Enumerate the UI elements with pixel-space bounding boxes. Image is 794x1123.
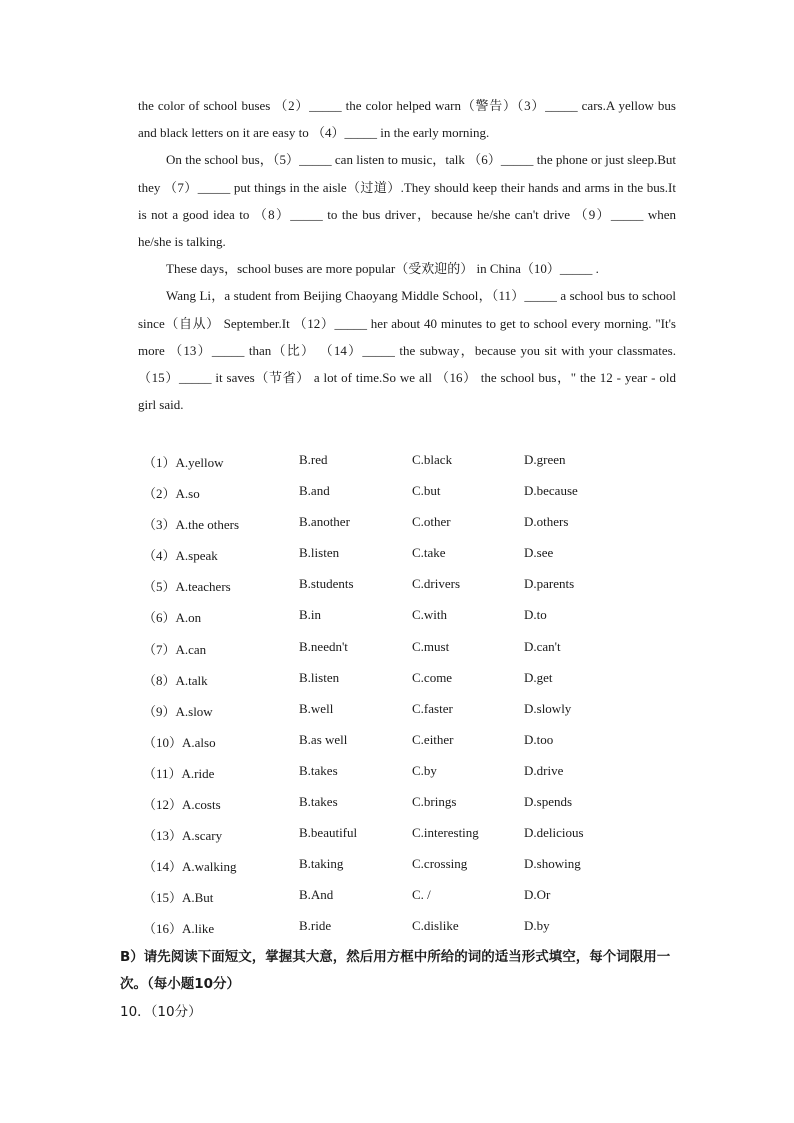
- option-d: D.see: [524, 545, 554, 561]
- option-d: D.because: [524, 483, 578, 499]
- option-b: B.students: [299, 576, 354, 592]
- option-b: B.needn't: [299, 638, 348, 654]
- option-c: C.drivers: [412, 576, 461, 592]
- option-row: [143, 446, 683, 477]
- option-d: D.others: [524, 514, 569, 530]
- option-b: B.taking: [299, 856, 344, 872]
- option-b: B.as well: [299, 731, 348, 747]
- option-c: C.interesting: [412, 825, 479, 841]
- option-a: （7）A.can: [143, 641, 207, 657]
- option-c: C.come: [412, 669, 453, 685]
- option-row: [143, 788, 683, 819]
- passage-paragraph: Wang Li，a student from Beijing Chaoyang Middle School，（11）_____ a school bus to school since（自从） September.It （12）_____ her about 40 minutes to get to school every morning. "It's more （13）_____ than（比） （14）_____ the subway，because you sit with your classmates. （15）_____ it saves（节省） a lot of time.So we all （16） the school bus，" the 12 - year - old girl said.: [138, 288, 676, 413]
- option-d: D.green: [524, 452, 566, 467]
- option-c: C.other: [412, 514, 451, 530]
- option-c: C.but: [412, 483, 441, 499]
- option-d: D.Or: [524, 887, 551, 903]
- option-b: B.another: [299, 514, 350, 530]
- option-b: B.red: [299, 452, 328, 467]
- option-a: （4）A.speak: [143, 548, 218, 564]
- option-d: D.showing: [524, 856, 581, 872]
- option-c: C.crossing: [412, 856, 468, 872]
- option-c: C.take: [412, 545, 446, 561]
- option-d: D.too: [524, 731, 554, 747]
- passage-paragraph: These days，school buses are more popular（受欢迎的） in China（10）_____ .: [166, 261, 599, 277]
- option-row: [143, 477, 683, 508]
- passage: [138, 92, 676, 418]
- option-c: C.black: [412, 452, 453, 467]
- options-list: [143, 446, 683, 944]
- option-b: B.takes: [299, 762, 338, 778]
- option-a: （1）A.yellow: [143, 455, 224, 470]
- option-d: D.delicious: [524, 825, 584, 841]
- option-a: （5）A.teachers: [143, 579, 231, 595]
- option-row: [143, 819, 683, 850]
- option-c: C.dislike: [412, 918, 459, 934]
- option-b: B.takes: [299, 794, 338, 810]
- option-c: C. /: [412, 887, 431, 903]
- option-a: （3）A.the others: [143, 517, 240, 533]
- option-row: [143, 570, 683, 601]
- option-row: [143, 695, 683, 726]
- option-c: C.brings: [412, 794, 457, 810]
- option-b: B.listen: [299, 545, 340, 561]
- option-b: B.ride: [299, 918, 332, 934]
- option-b: B.well: [299, 700, 334, 716]
- option-d: D.by: [524, 918, 550, 934]
- option-d: D.parents: [524, 576, 575, 592]
- section-b-instruction: B）请先阅读下面短文，掌握其大意，然后用方框中所给的词的适当形式填空，每个词限用一次。（每小题10分）: [120, 949, 671, 992]
- question-number: 10．（10分）: [120, 1004, 202, 1020]
- option-d: D.get: [524, 669, 553, 685]
- option-c: C.must: [412, 638, 450, 654]
- option-a: （2）A.so: [143, 486, 200, 502]
- option-a: （11）A.ride: [143, 765, 215, 781]
- option-a: （6）A.on: [143, 610, 202, 626]
- option-d: D.slowly: [524, 700, 572, 716]
- option-row: [143, 757, 683, 788]
- option-b: B.listen: [299, 669, 340, 685]
- option-row: [143, 912, 683, 943]
- option-row: [143, 633, 683, 664]
- option-d: D.drive: [524, 762, 564, 778]
- option-row: [143, 881, 683, 912]
- option-a: （16）A.like: [143, 921, 215, 937]
- option-c: C.with: [412, 607, 448, 623]
- option-a: （12）A.costs: [143, 797, 221, 813]
- option-a: （9）A.slow: [143, 703, 213, 719]
- option-b: B.beautiful: [299, 825, 358, 841]
- option-d: D.to: [524, 607, 547, 623]
- option-a: （8）A.talk: [143, 672, 208, 688]
- option-row: [143, 601, 683, 632]
- option-row: [143, 508, 683, 539]
- option-b: B.And: [299, 887, 334, 903]
- option-row: [143, 664, 683, 695]
- option-c: C.by: [412, 762, 437, 778]
- option-a: （14）A.walking: [143, 859, 237, 875]
- option-d: D.can't: [524, 638, 561, 654]
- option-row: [143, 726, 683, 757]
- option-a: （13）A.scary: [143, 828, 223, 844]
- option-a: （15）A.But: [143, 890, 214, 906]
- option-c: C.either: [412, 731, 454, 747]
- option-d: D.spends: [524, 794, 573, 810]
- option-row: [143, 850, 683, 881]
- passage-paragraph: On the school bus，（5）_____ can listen to music，talk （6）_____ the phone or just sleep.But they （7）_____ put things in the aisle（过道）.They should keep their hands and arms in the bus.It is not a good idea to （8）_____ to the bus driver，because he/she can't drive （9）_____ when he/she is talking.: [138, 152, 676, 250]
- option-a: （10）A.also: [143, 734, 216, 750]
- option-b: B.in: [299, 607, 322, 623]
- option-b: B.and: [299, 483, 330, 499]
- option-row: [143, 539, 683, 570]
- option-c: C.faster: [412, 700, 453, 716]
- passage-paragraph: the color of school buses （2）_____ the color helped warn（警告）（3）_____ cars.A yellow bus and black letters on it are easy to （4）_____ in the early morning.: [138, 98, 676, 141]
